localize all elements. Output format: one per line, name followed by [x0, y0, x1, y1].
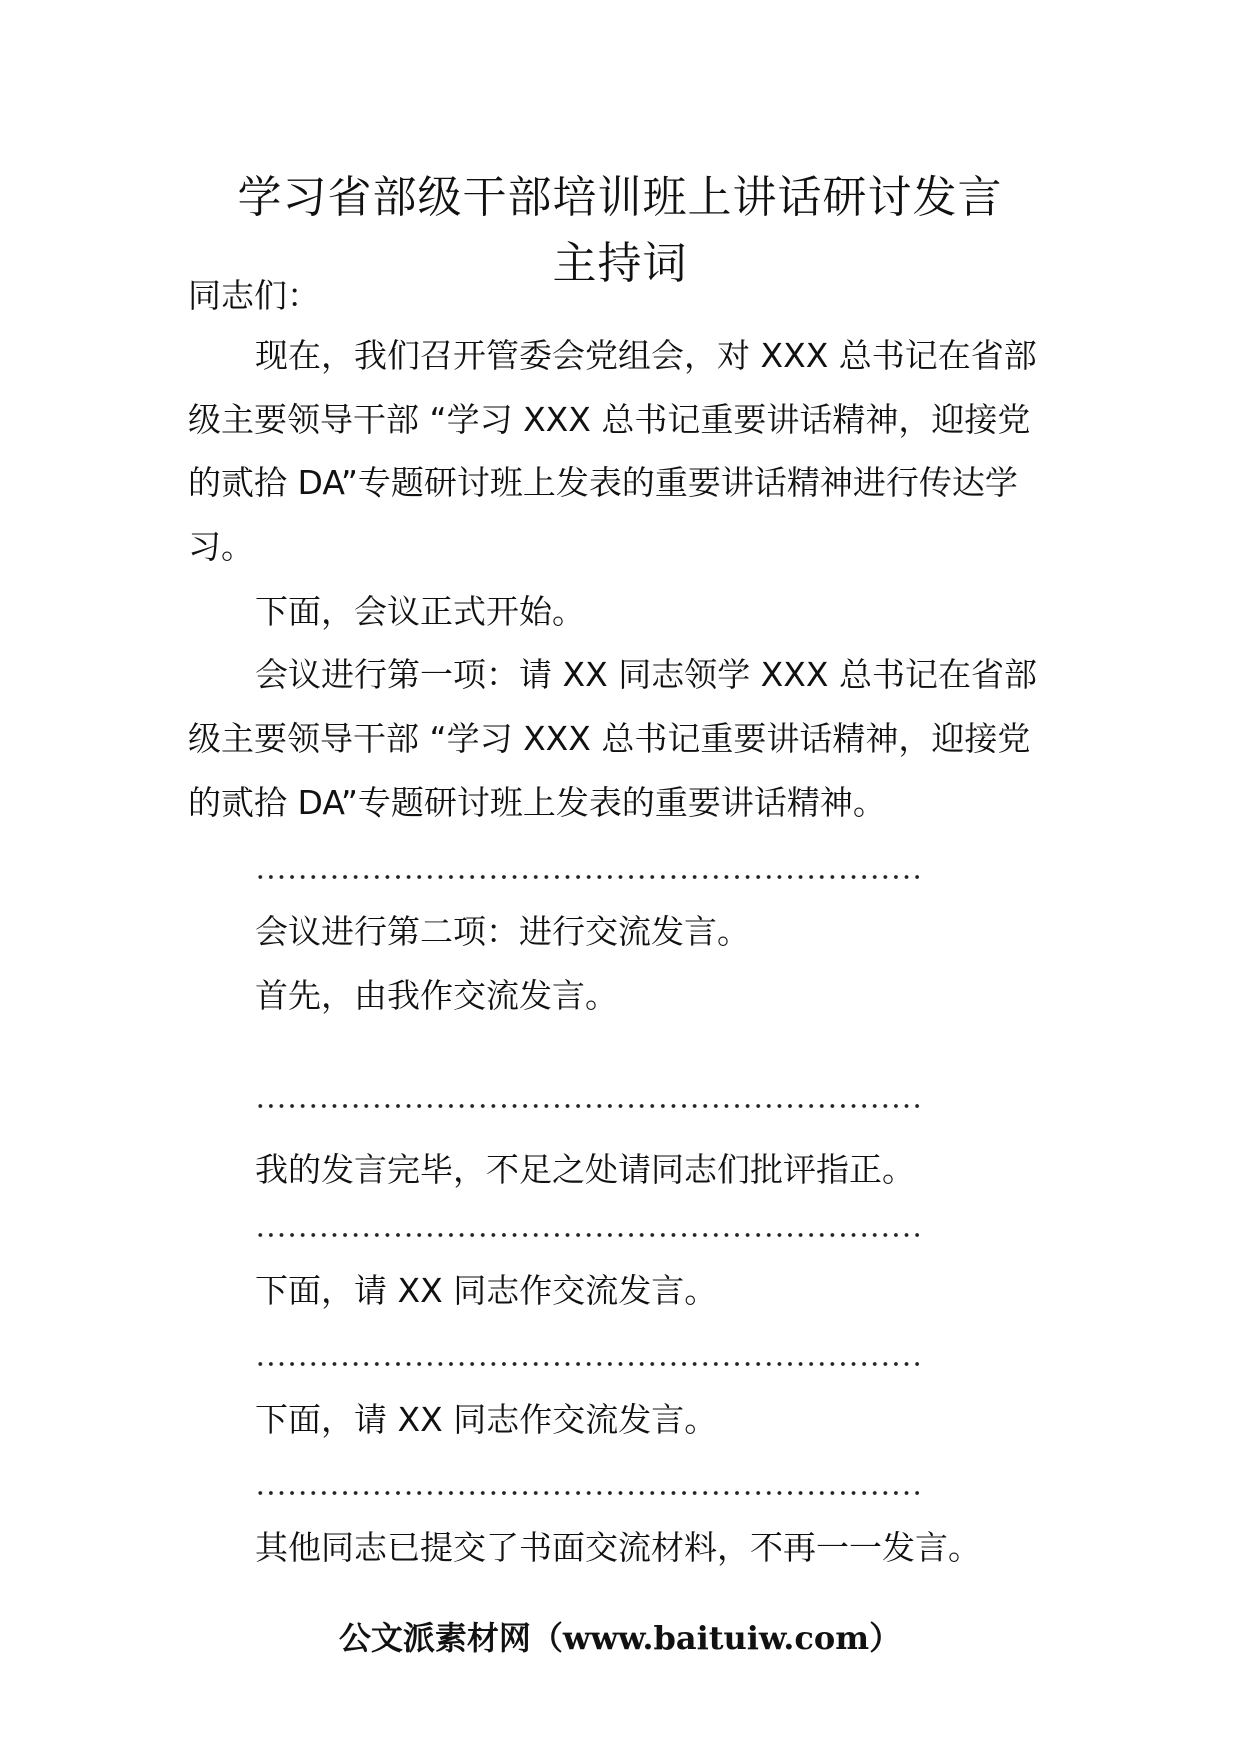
paragraph-text: 下面，会议正式开始。 — [255, 592, 585, 631]
paragraph-text: 我的发言完毕，不足之处请同志们批评指正。 — [255, 1150, 915, 1189]
ellipsis-divider — [255, 1103, 925, 1109]
paragraph-text: 下面，请 XX 同志作交流发言。 — [255, 1271, 718, 1310]
paragraph-text: 会议进行第二项：进行交流发言。 — [255, 912, 750, 951]
document-title-line-1: 学习省部级干部培训班上讲话研讨发言 — [237, 172, 1003, 223]
ellipsis-divider — [255, 1232, 925, 1238]
paragraph-text: 首先，由我作交流发言。 — [255, 976, 618, 1015]
paragraph-text: 会议进行第一项：请 XX 同志领学 XXX 总书记在省部 — [255, 655, 1037, 694]
ellipsis-divider — [255, 1490, 925, 1496]
paragraph-text: 的贰拾 DA”专题研讨班上发表的重要讲话精神。 — [188, 783, 886, 822]
ellipsis-divider — [255, 874, 925, 880]
paragraph-text: 其他同志已提交了书面交流材料，不再一一发言。 — [255, 1528, 981, 1567]
paragraph-text: 习。 — [188, 527, 254, 566]
salutation-text: 同志们： — [188, 276, 320, 315]
document-title-line-2: 主持词 — [552, 238, 688, 289]
paragraph-text: 的贰拾 DA”专题研讨班上发表的重要讲话精神进行传达学 — [188, 463, 1018, 502]
paragraph-text: 级主要领导干部 “学习 XXX 总书记重要讲话精神，迎接党 — [188, 400, 1031, 439]
paragraph-text: 现在，我们召开管委会党组会，对 XXX 总书记在省部 — [255, 336, 1037, 375]
ellipsis-divider — [255, 1361, 925, 1367]
paragraph-text: 级主要领导干部 “学习 XXX 总书记重要讲话精神，迎接党 — [188, 719, 1031, 758]
footer-source-text: 公文派素材网（www.baituiw.com） — [338, 1619, 902, 1657]
paragraph-text: 下面，请 XX 同志作交流发言。 — [255, 1400, 718, 1439]
